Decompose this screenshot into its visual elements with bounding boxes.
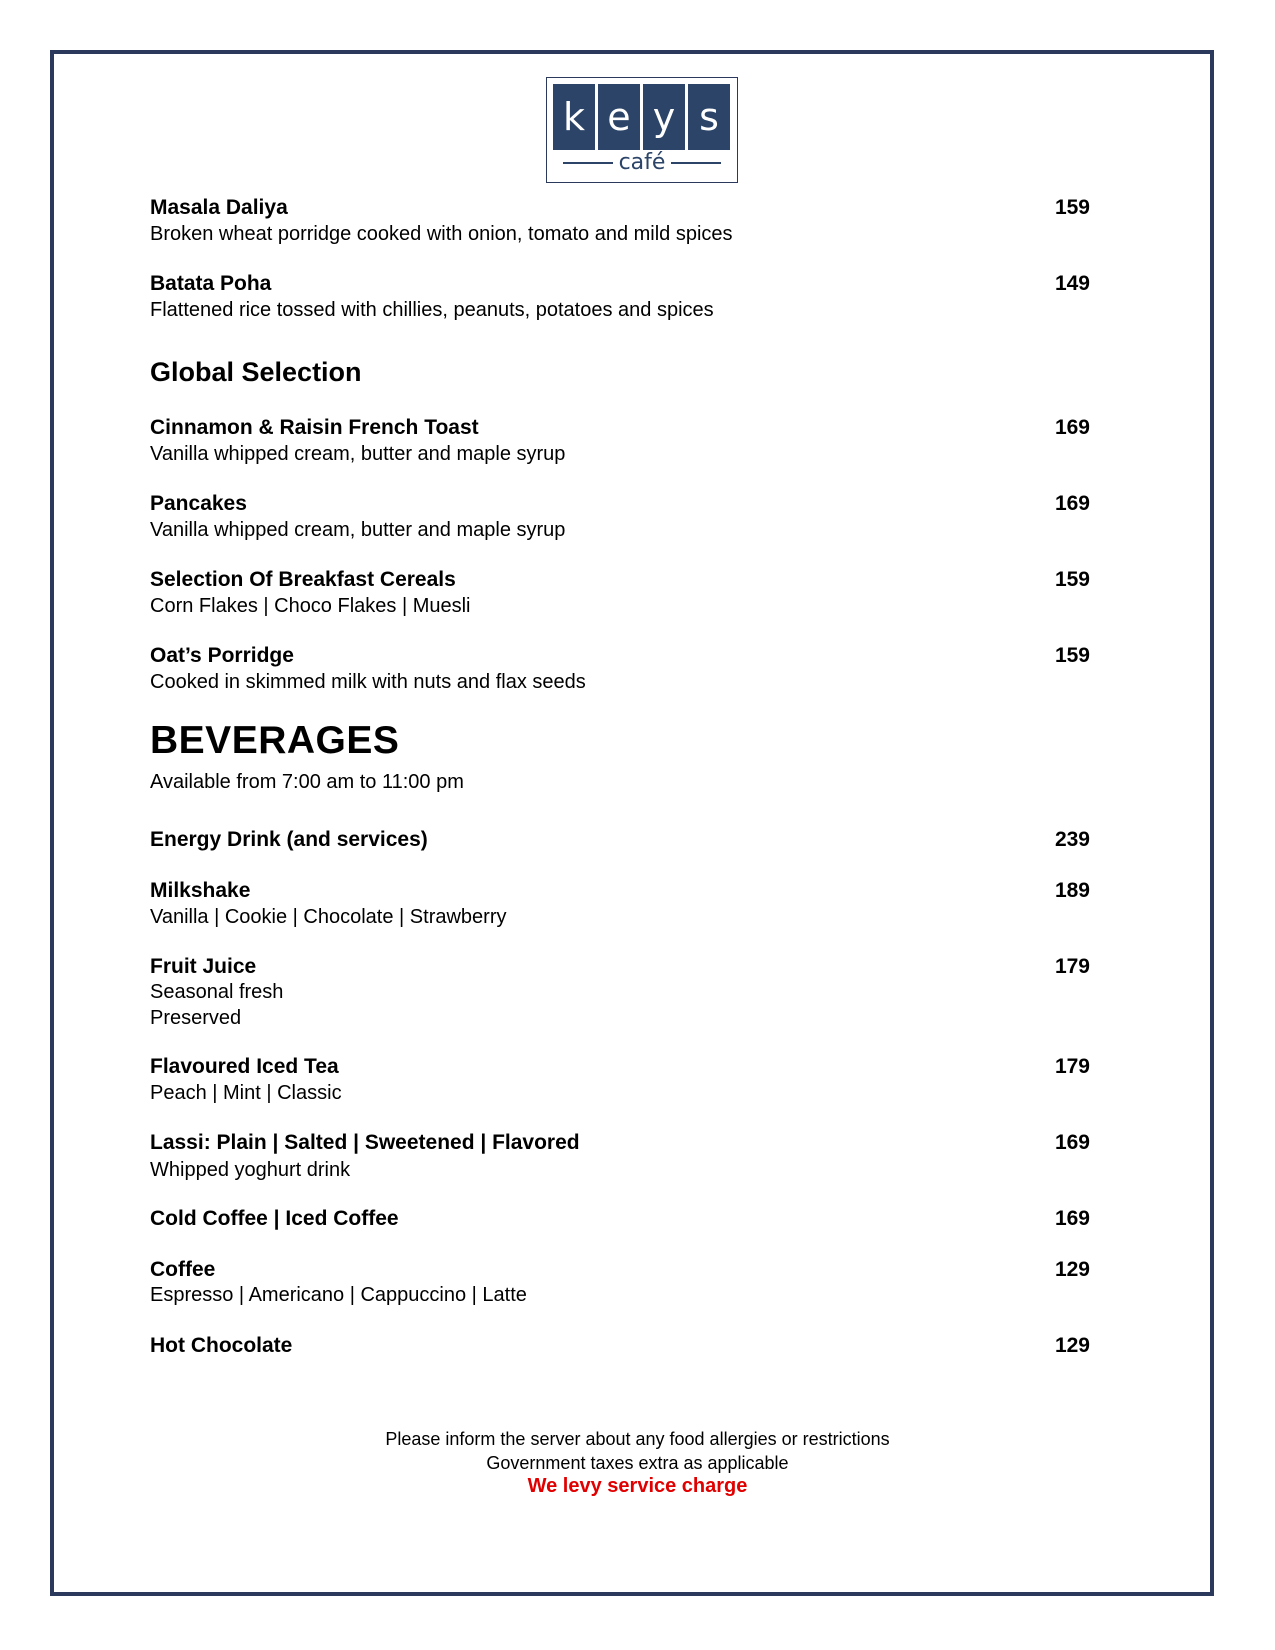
menu-item-price: 159 [1054,568,1090,591]
logo-letter: e [598,84,640,150]
menu-item-name: Fruit Juice [150,955,257,978]
footer-service-charge: We levy service charge [527,1475,748,1497]
menu-item-price: 129 [1054,1334,1090,1357]
menu-item-desc: Vanilla | Cookie | Chocolate | Strawberry [150,906,507,928]
menu-item-name: Cold Coffee | Iced Coffee [150,1207,399,1230]
menu-item-price: 179 [1054,1055,1090,1078]
logo-letters [553,84,730,150]
menu-item-price: 239 [1054,828,1090,851]
menu-item-name: Masala Daliya [150,196,288,219]
logo-subline [547,150,737,176]
menu-item-price: 159 [1054,196,1090,219]
section-title-beverages: BEVERAGES [150,719,400,762]
menu-item-name: Energy Drink (and services) [150,828,428,851]
footer-allergy-note: Please inform the server about any food allergies or restrictions [385,1429,890,1449]
menu-item-price: 129 [1054,1258,1090,1281]
menu-item-name: Batata Poha [150,272,272,295]
menu-item-price: 169 [1054,1207,1090,1230]
menu-item-name: Hot Chocolate [150,1334,293,1357]
menu-item-price: 169 [1054,492,1090,515]
footer-tax-note: Government taxes extra as applicable [486,1453,789,1473]
menu-item-price: 169 [1054,416,1090,439]
menu-item-price: 189 [1054,879,1090,902]
menu-item-desc: Corn Flakes | Choco Flakes | Muesli [150,595,471,617]
menu-item-desc: Whipped yoghurt drink [150,1159,351,1181]
logo-letter: k [553,84,595,150]
logo-letter: s [688,84,730,150]
menu-item-desc: Vanilla whipped cream, butter and maple syrup [150,443,566,465]
logo-rule-left [563,162,613,164]
menu-item-name: Oat’s Porridge [150,644,294,667]
menu-item-desc: Flattened rice tossed with chillies, peanuts, potatoes and spices [150,299,714,321]
beverages-availability: Available from 7:00 am to 11:00 pm [150,771,464,793]
logo-letter: y [643,84,685,150]
menu-item-price: 169 [1054,1131,1090,1154]
menu-item-desc: Broken wheat porridge cooked with onion, tomato and mild spices [150,223,733,245]
logo-cafe-text: café [618,150,666,175]
menu-item-price: 159 [1054,644,1090,667]
menu-item-desc: Espresso | Americano | Cappuccino | Latte [150,1284,527,1306]
logo-rule-right [671,162,721,164]
menu-item-desc: Cooked in skimmed milk with nuts and flax seeds [150,671,586,693]
menu-item-name: Selection Of Breakfast Cereals [150,568,456,591]
menu-item-name: Milkshake [150,879,251,902]
keys-cafe-logo [546,77,738,183]
menu-item-price: 179 [1054,955,1090,978]
menu-item-desc: Peach | Mint | Classic [150,1082,342,1104]
menu-item-name: Pancakes [150,492,247,515]
section-title-global: Global Selection [150,357,362,387]
menu-item-desc: Seasonal fresh [150,981,284,1003]
menu-item-name: Lassi: Plain | Salted | Sweetened | Flavored [150,1131,580,1154]
menu-item-name: Cinnamon & Raisin French Toast [150,416,479,439]
menu-item-desc: Preserved [150,1007,242,1029]
menu-item-name: Coffee [150,1258,216,1281]
menu-item-name: Flavoured Iced Tea [150,1055,339,1078]
menu-item-desc: Vanilla whipped cream, butter and maple syrup [150,519,566,541]
menu-item-price: 149 [1054,272,1090,295]
